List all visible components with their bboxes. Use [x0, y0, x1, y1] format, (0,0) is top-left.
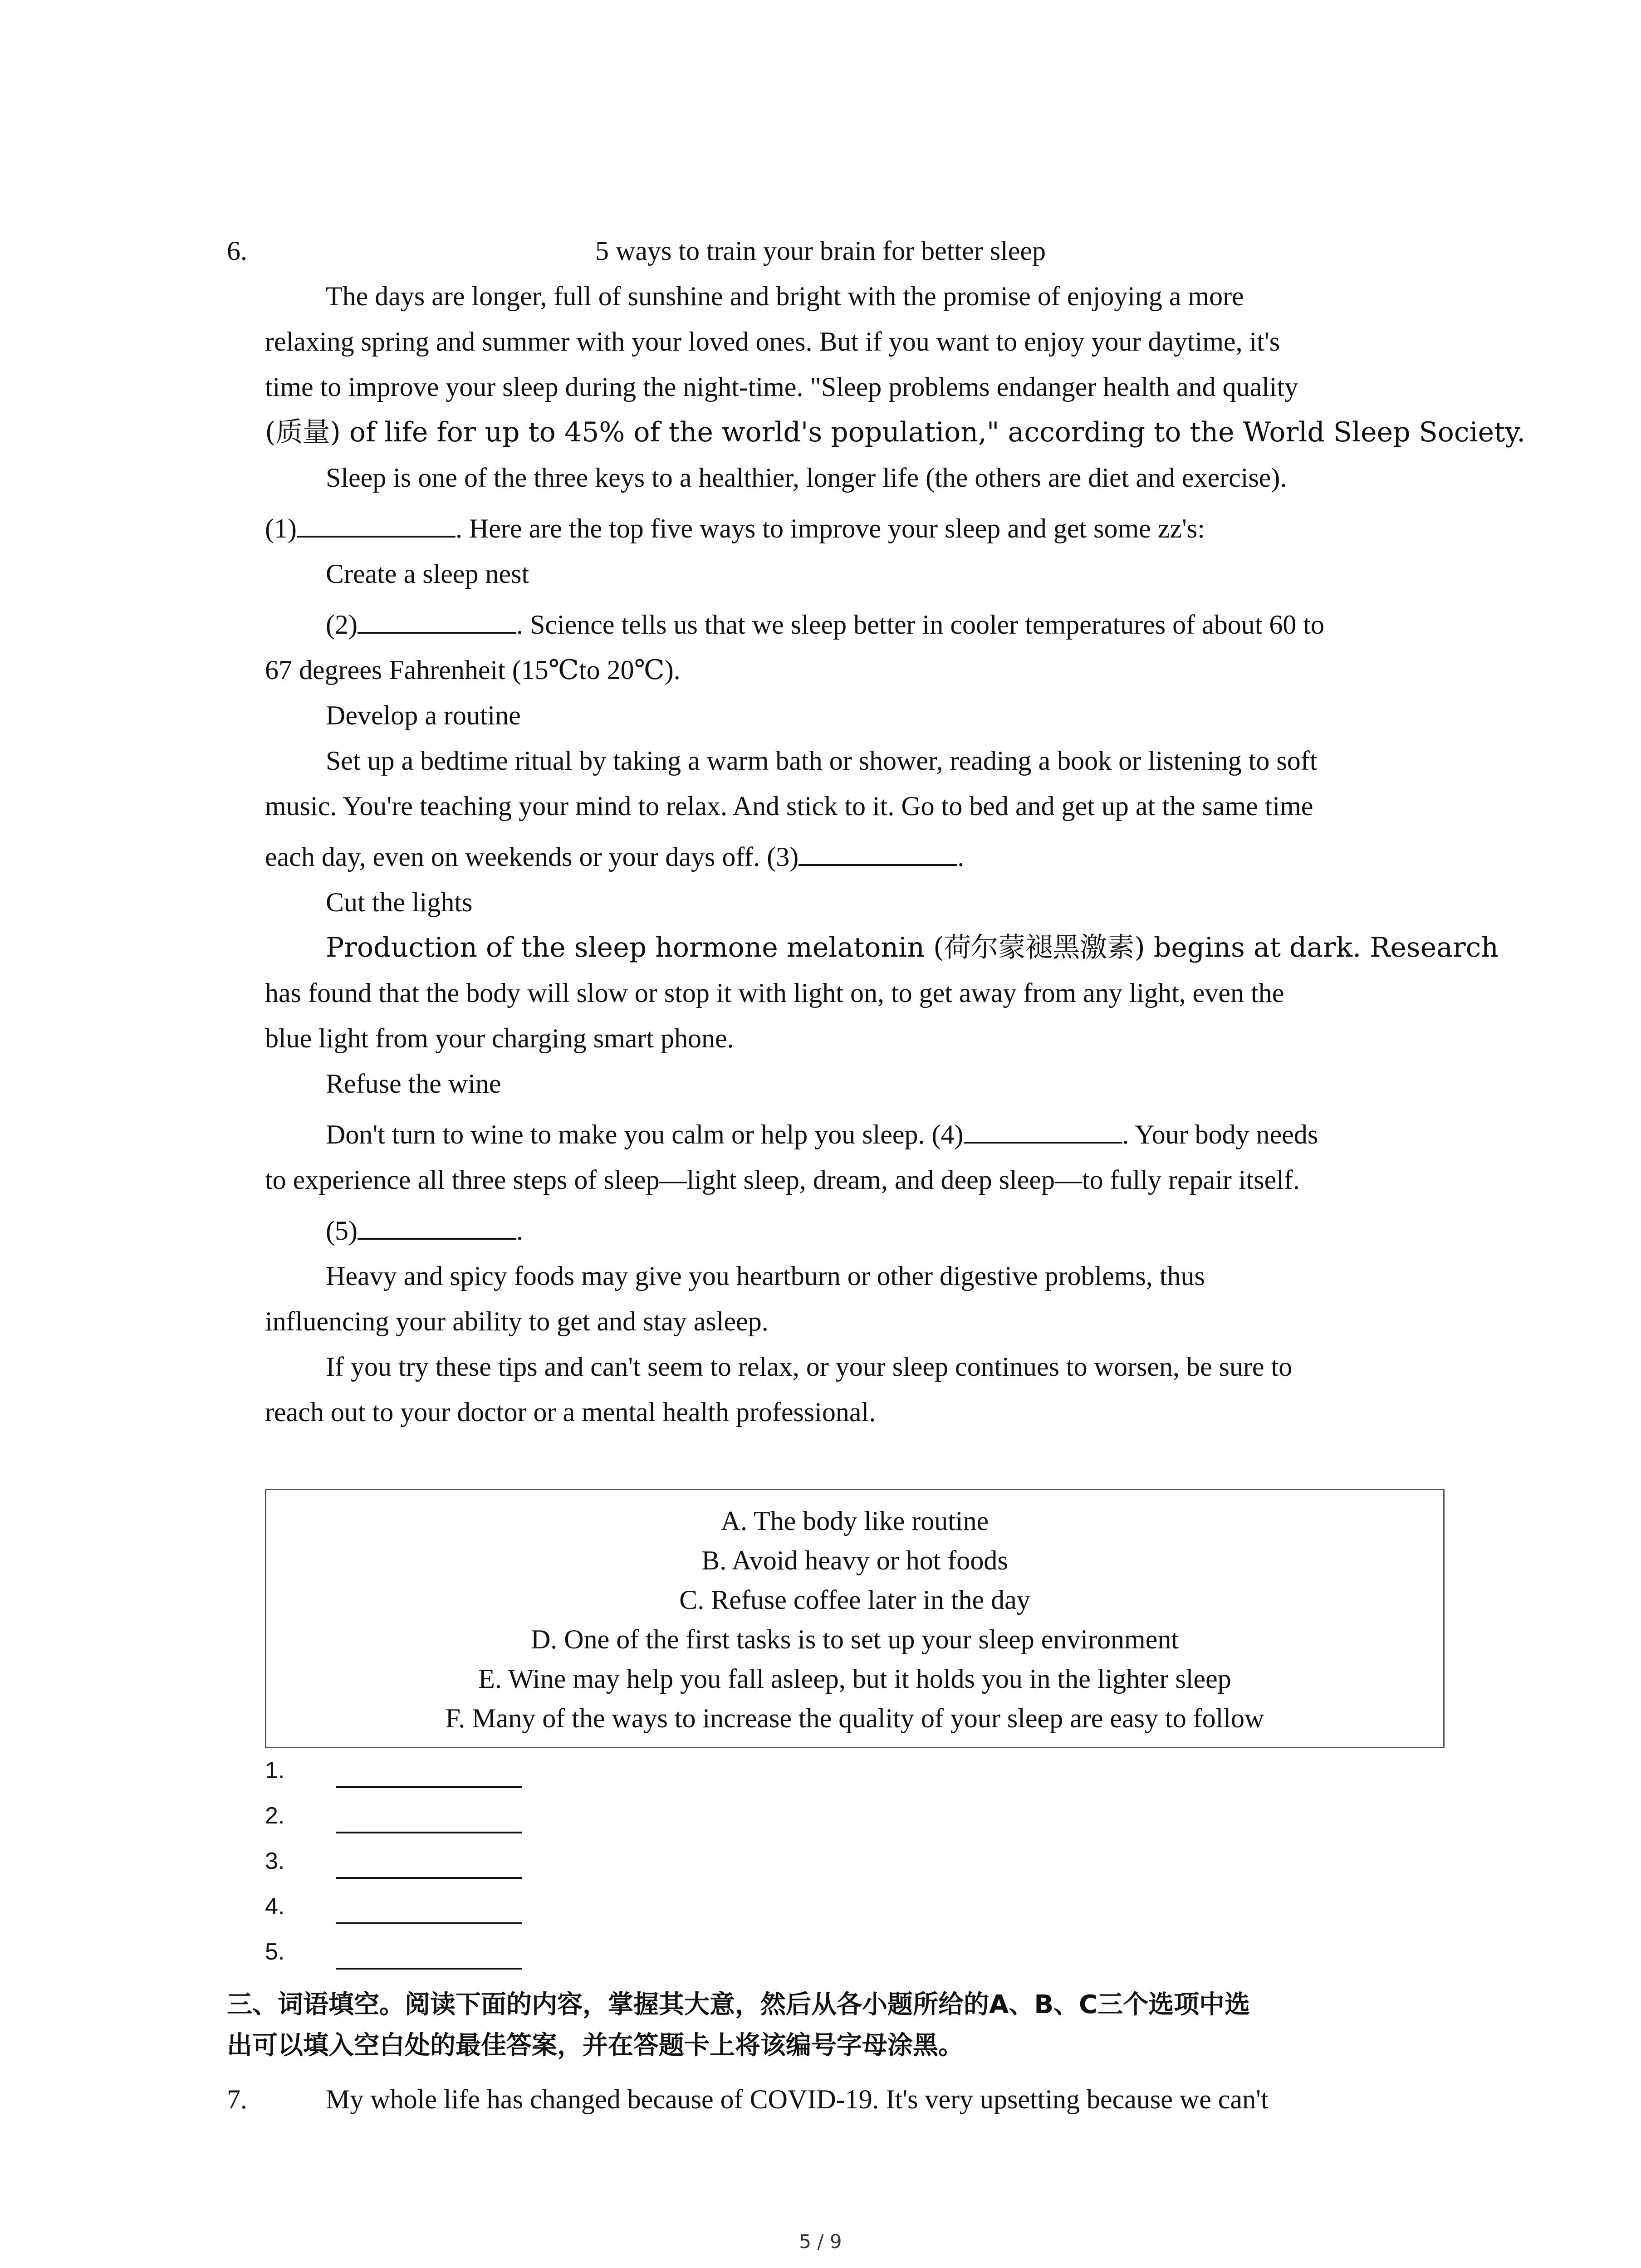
text-span: .	[957, 842, 965, 872]
question-number: 6.	[227, 236, 247, 266]
section-heading: 三、词语填空。阅读下面的内容，掌握其大意，然后从各小题所给的A、B、C三个选项中选	[227, 1990, 1250, 2019]
text-line	[265, 839, 964, 875]
subheading: Refuse the wine	[326, 1069, 501, 1099]
text-line: (质量) of life for up to 45% of the world's population," according to the World Sleep Society.	[265, 416, 1526, 448]
text-line: music. You're teaching your mind to relax. And stick to it. Go to bed and get up at the same time	[265, 791, 1313, 821]
answer-field-2[interactable]	[336, 1832, 522, 1833]
text-line: My whole life has changed because of COVID-19. It's very upsetting because we can't	[326, 2084, 1269, 2114]
text-line	[326, 1116, 1318, 1153]
text-line	[265, 510, 1205, 547]
option-b: B. Avoid heavy or hot foods	[701, 1545, 1008, 1575]
text-line: The days are longer, full of sunshine and bright with the promise of enjoying a more	[326, 281, 1244, 311]
option-d: D. One of the first tasks is to set up your sleep environment	[530, 1624, 1179, 1654]
blank-3[interactable]	[798, 839, 957, 866]
answer-field-3[interactable]	[336, 1877, 522, 1879]
text-line: time to improve your sleep during the night-time. "Sleep problems endanger health and quality	[265, 372, 1298, 402]
text-line: reach out to your doctor or a mental health professional.	[265, 1397, 876, 1427]
text-span: . Here are the top five ways to improve your sleep and get some zz's:	[455, 513, 1205, 543]
text-line: has found that the body will slow or stop it with light on, to get away from any light, even the	[265, 978, 1284, 1008]
passage-title: 5 ways to train your brain for better sleep	[595, 236, 1046, 266]
text-line: Production of the sleep hormone melatonin (荷尔蒙褪黑激素) begins at dark. Research	[326, 932, 1499, 963]
options-box	[265, 1489, 1445, 1748]
text-line: to experience all three steps of sleep—light sleep, dream, and deep sleep—to fully repair itself.	[265, 1165, 1300, 1195]
text-line: Sleep is one of the three keys to a healthier, longer life (the others are diet and exercise).	[326, 463, 1287, 493]
answer-field-5[interactable]	[336, 1968, 522, 1970]
blank-1[interactable]	[297, 510, 456, 538]
text-line: blue light from your charging smart phone.	[265, 1023, 734, 1053]
blank-2[interactable]	[358, 606, 516, 634]
blank-4[interactable]	[964, 1116, 1122, 1144]
option-f: F. Many of the ways to increase the quality of your sleep are easy to follow	[445, 1703, 1264, 1733]
blank-label: (1)	[265, 513, 297, 543]
text-span: each day, even on weekends or your days off. (3)	[265, 842, 799, 872]
text-span: . Your body needs	[1122, 1119, 1318, 1149]
answer-number: 4.	[265, 1893, 285, 1920]
subheading: Develop a routine	[326, 700, 521, 730]
answer-number: 5.	[265, 1939, 285, 1965]
text-span: . Science tells us that we sleep better in cooler temperatures of about 60 to	[516, 610, 1325, 640]
text-line: If you try these tips and can't seem to relax, or your sleep continues to worsen, be sure to	[326, 1352, 1293, 1382]
section-heading: 出可以填入空白处的最佳答案，并在答题卡上将该编号字母涂黑。	[227, 2031, 964, 2060]
text-line: Set up a bedtime ritual by taking a warm bath or shower, reading a book or listening to soft	[326, 746, 1318, 776]
answer-field-1[interactable]	[336, 1786, 522, 1788]
blank-5[interactable]	[358, 1212, 516, 1240]
text-line: 67 degrees Fahrenheit (15℃to 20℃).	[265, 655, 681, 685]
text-line	[326, 606, 1324, 643]
text-span: Don't turn to wine to make you calm or help you sleep. (4)	[326, 1119, 964, 1149]
text-line: influencing your ability to get and stay asleep.	[265, 1306, 769, 1336]
question-number: 7.	[227, 2084, 247, 2114]
answer-field-4[interactable]	[336, 1922, 522, 1924]
text-line: Heavy and spicy foods may give you heartburn or other digestive problems, thus	[326, 1261, 1205, 1291]
option-a: A. The body like routine	[720, 1506, 989, 1536]
text-line	[326, 1212, 523, 1249]
option-c: C. Refuse coffee later in the day	[679, 1585, 1030, 1615]
blank-label: (5)	[326, 1216, 358, 1246]
text-span: .	[516, 1216, 523, 1246]
answer-number: 2.	[265, 1803, 285, 1829]
answer-number: 3.	[265, 1848, 285, 1874]
subheading: Create a sleep nest	[326, 559, 529, 589]
answer-number: 1.	[265, 1757, 285, 1784]
page-number: 5 / 9	[799, 2230, 842, 2253]
text-line: relaxing spring and summer with your loved ones. But if you want to enjoy your daytime, it's	[265, 327, 1280, 357]
blank-label: (2)	[326, 610, 358, 640]
option-e: E. Wine may help you fall asleep, but it holds you in the lighter sleep	[478, 1664, 1231, 1694]
subheading: Cut the lights	[326, 887, 473, 917]
